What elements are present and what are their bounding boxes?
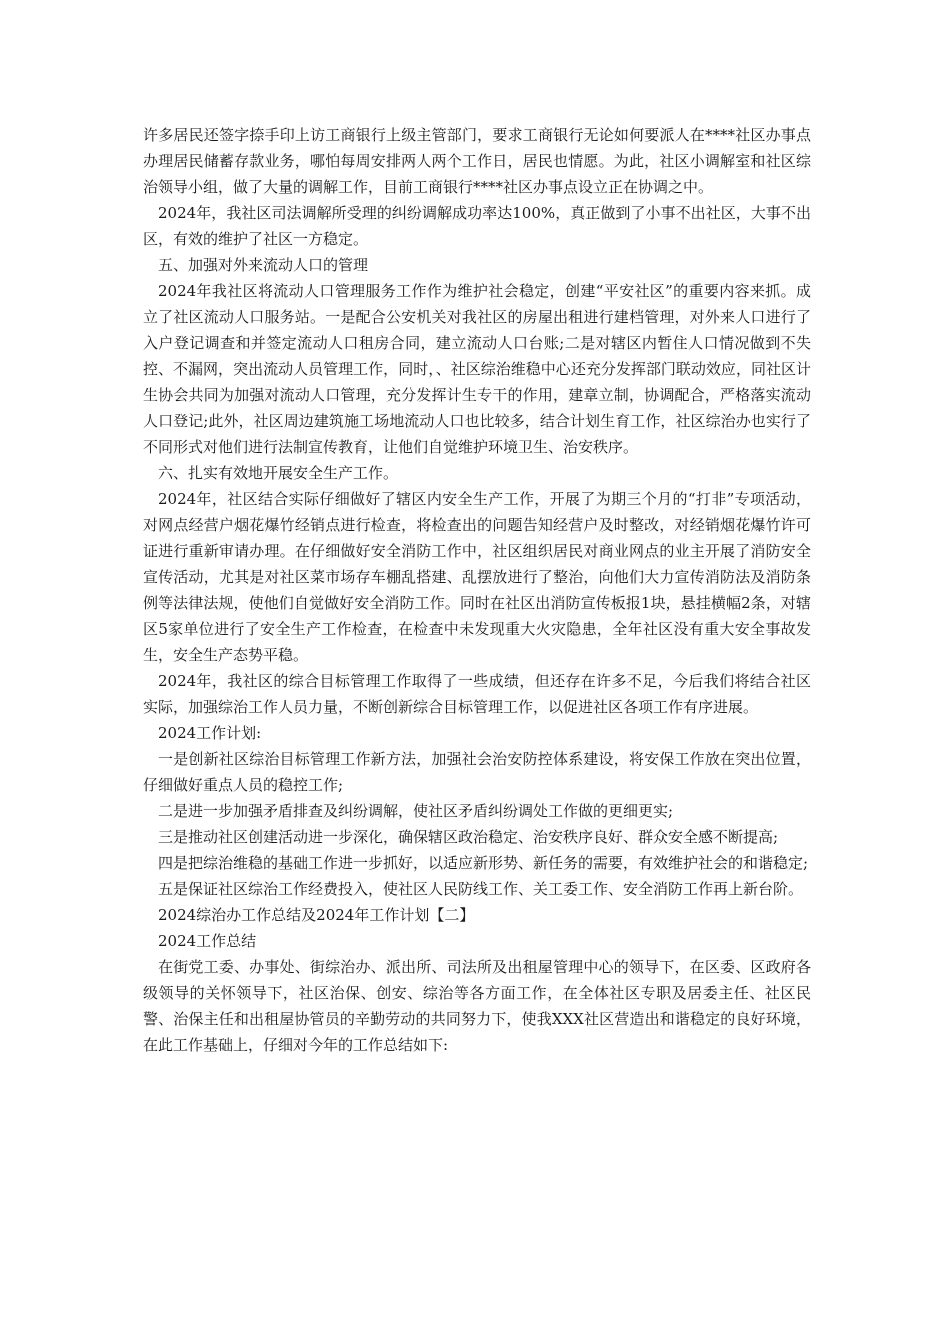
- heading-part-two: 2024综治办工作总结及2024年工作计划【二】: [158, 906, 475, 924]
- paragraph-safety-production: 2024年，社区结合实际仔细做好了辖区内安全生产工作，开展了为期三个月的“打非”专项活动，对网点经营户烟花爆竹经销点进行检查，将检查出的问题告知经营户及时整改，对经销烟花爆竹许可证进行重新审请办理。在仔细做好安全消防工作中，社区组织居民对商业网点的业主开展了消防安全宣传活动，尤其是对社区菜市场存车棚乱搭建、乱摆放进行了整治，向他们大力宣传消防法及消防条例等法律法规，使他们自觉做好安全消防工作。同时在社区出消防宣传板报1块，悬挂横幅2条，对辖区5家单位进行了安全生产工作检查，在检查中未发现重大火灾隐患，全年社区没有重大安全事故发生，安全生产态势平稳。: [143, 490, 811, 664]
- paragraph-bank-complaint: 许多居民还签字捺手印上访工商银行上级主管部门，要求工商银行无论如何要派人在****社区办事点办理居民储蓄存款业务，哪怕每周安排两人两个工作日，居民也情愿。为此，社区小调解室和社区综治领导小组，做了大量的调解工作，目前工商银行****社区办事点设立正在协调之中。: [143, 126, 811, 196]
- paragraph-summary-intro: 在街党工委、办事处、街综治办、派出所、司法所及出租屋管理中心的领导下，在区委、区政府各级领导的关怀领导下，社区治保、创安、综治等各方面工作，在全体社区专职及居委主任、社区民警、治保主任和出租屋协管员的辛勤劳动的共同努力下，使我XXX社区营造出和谐稳定的良好环境，在此工作基础上，仔细对今年的工作总结如下:: [143, 958, 811, 1054]
- plan-item-2: 二是进一步加强矛盾排查及纠纷调解，使社区矛盾纠纷调处工作做的更细更实;: [158, 802, 674, 820]
- plan-item-3: 三是推动社区创建活动进一步深化，确保辖区政治稳定、治安秩序良好、群众安全感不断提高;: [158, 828, 779, 846]
- heading-work-plan: 2024工作计划:: [158, 724, 262, 742]
- heading-work-summary: 2024工作总结: [158, 932, 257, 950]
- paragraph-mediation-rate: 2024年，我社区司法调解所受理的纠纷调解成功率达100%，真正做到了小事不出社区，大事不出区，有效的维护了社区一方稳定。: [143, 204, 811, 248]
- section-heading-migrant-management: 五、加强对外来流动人口的管理: [158, 256, 369, 274]
- paragraph-target-management: 2024年，我社区的综合目标管理工作取得了一些成绩，但还存在许多不足，今后我们将结合社区实际，加强综治工作人员力量，不断创新综合目标管理工作，以促进社区各项工作有序进展。: [143, 672, 811, 716]
- document-page: [143, 122, 811, 1058]
- plan-item-4: 四是把综治维稳的基础工作进一步抓好，以适应新形势、新任务的需要，有效维护社会的和谐稳定;: [158, 854, 809, 872]
- plan-item-5: 五是保证社区综治工作经费投入，使社区人民防线工作、关工委工作、安全消防工作再上新台阶。: [158, 880, 804, 898]
- plan-item-1: 一是创新社区综治目标管理工作新方法，加强社会治安防控体系建设，将安保工作放在突出位置，仔细做好重点人员的稳控工作;: [143, 750, 811, 794]
- paragraph-migrant-management: 2024年我社区将流动人口管理服务工作作为维护社会稳定，创建“平安社区”的重要内容来抓。成立了社区流动人口服务站。一是配合公安机关对我社区的房屋出租进行建档管理，对外来人口进行了入户登记调查和并签定流动人口租房合同，建立流动人口台账;二是对辖区内暂住人口情况做到不失控、不漏网，突出流动人员管理工作，同时，、社区综治维稳中心还充分发挥部门联动效应，同社区计生协会共同为加强对流动人口管理，充分发挥计生专干的作用，建章立制，协调配合，严格落实流动人口登记;此外，社区周边建筑施工场地流动人口也比较多，结合计划生育工作，社区综治办也实行了不同形式对他们进行法制宣传教育，让他们自觉维护环境卫生、治安秩序。: [143, 282, 811, 456]
- section-heading-safety-production: 六、扎实有效地开展安全生产工作。: [158, 464, 399, 482]
